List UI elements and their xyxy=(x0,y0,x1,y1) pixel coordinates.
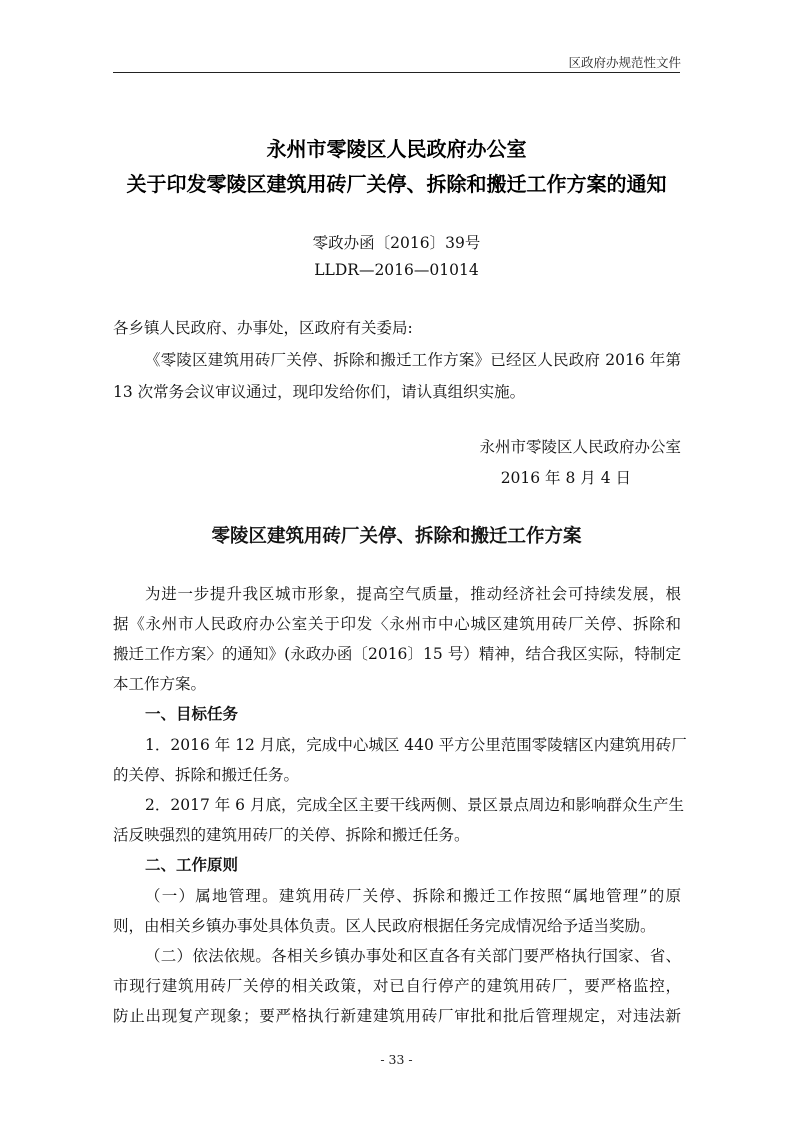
document-code: LLDR—2016—01014 xyxy=(314,261,479,279)
intro-line: 为进一步提升我区城市形象，提高空气质量，推动经济社会可持续发展，根 xyxy=(145,585,681,603)
task-line: 活反映强烈的建筑用砖厂的关停、拆除和搬迁任务。 xyxy=(113,826,470,844)
task-line: 2．2017 年 6 月底，完成全区主要干线两侧、景区景点周边和影响群众生产生 xyxy=(145,796,684,814)
letter-body-line1: 《零陵区建筑用砖厂关停、拆除和搬迁工作方案》已经区人民政府 2016 年第 xyxy=(145,351,681,369)
intro-line: 据《永州市人民政府办公室关于印发〈永州市中心城区建筑用砖厂关停、拆除和 xyxy=(113,615,681,633)
addressee: 各乡镇人民政府、办事处，区政府有关委局: xyxy=(113,319,413,337)
document-number: 零政办函〔2016〕39号 xyxy=(312,234,481,252)
plan-title: 零陵区建筑用砖厂关停、拆除和搬迁工作方案 xyxy=(211,526,582,547)
principle-line: 则，由相关乡镇办事处具体负责。区人民政府根据任务完成情况给予适当奖励。 xyxy=(113,917,656,935)
intro-line: 本工作方案。 xyxy=(113,675,207,693)
task-line: 1．2016 年 12 月底，完成中心城区 440 平方公里范围零陵辖区内建筑用砖厂 xyxy=(145,736,687,754)
section-heading-principles: 二、工作原则 xyxy=(145,856,239,874)
header-rule xyxy=(113,72,680,73)
principle-line: （二）依法依规。各相关乡镇办事处和区直各有关部门要严格执行国家、省、 xyxy=(145,947,681,965)
intro-line: 搬迁工作方案〉的通知》(永政办函〔2016〕15 号）精神，结合我区实际，特制定 xyxy=(113,645,681,663)
document-title-line1: 永州市零陵区人民政府办公室 xyxy=(266,137,527,161)
principle-line: 市现行建筑用砖厂关停的相关政策，对已自行停产的建筑用砖厂，要严格监控， xyxy=(113,977,681,995)
issue-date: 2016 年 8 月 4 日 xyxy=(500,469,631,487)
page-number: - 33 - xyxy=(380,1052,413,1067)
letter-body-line2: 13 次常务会议审议通过，现印发给你们，请认真组织实施。 xyxy=(113,383,526,401)
task-line: 的关停、拆除和搬迁任务。 xyxy=(113,766,300,784)
principle-line: 防止出现复产现象；要严格执行新建建筑用砖厂审批和批后管理规定，对违法新 xyxy=(113,1007,681,1025)
section-heading-goals: 一、目标任务 xyxy=(145,705,239,723)
header-label: 区政府办规范性文件 xyxy=(568,55,681,70)
signature: 永州市零陵区人民政府办公室 xyxy=(479,438,681,456)
document-title-line2: 关于印发零陵区建筑用砖厂关停、拆除和搬迁工作方案的通知 xyxy=(126,172,667,196)
principle-line: （一）属地管理。建筑用砖厂关停、拆除和搬迁工作按照“属地管理”的原 xyxy=(145,887,681,905)
